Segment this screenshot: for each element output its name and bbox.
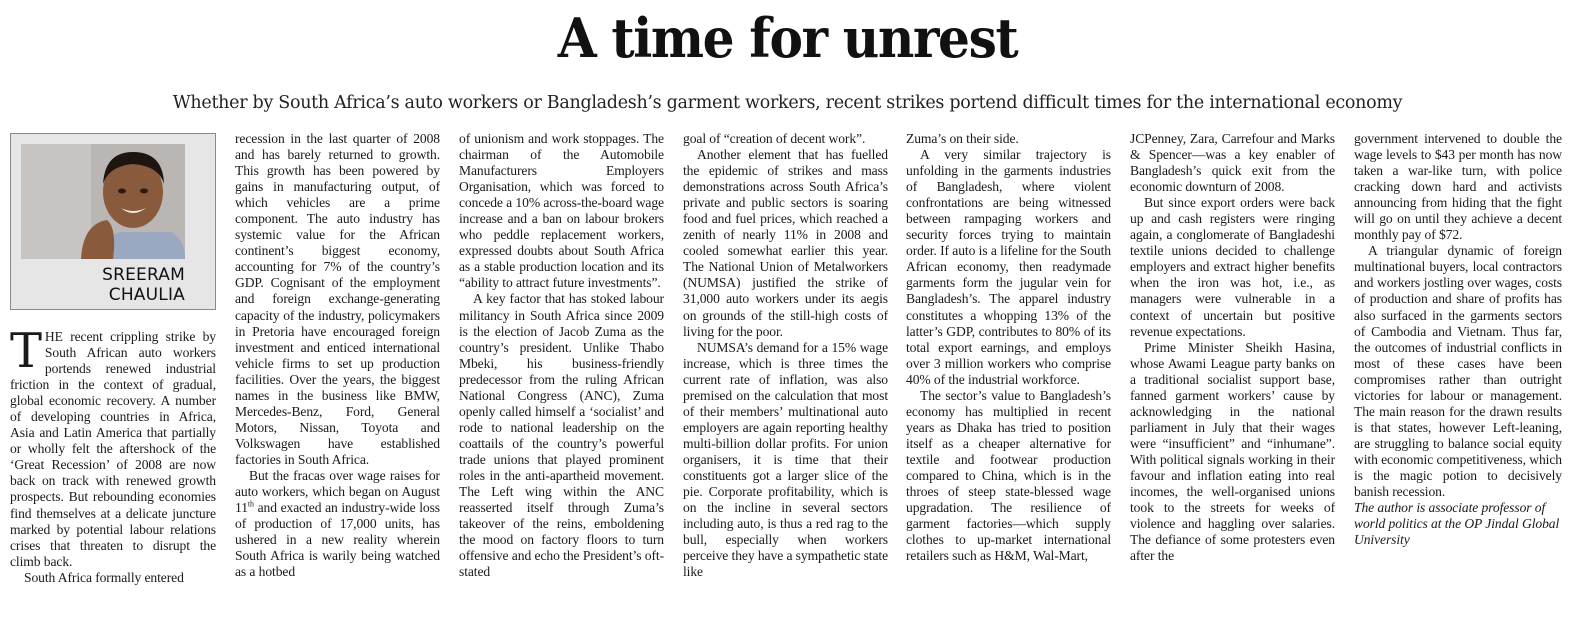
author-box	[10, 133, 216, 310]
paragraph: Another element that has fuelled the epidemic of strikes and mass demonstrations across South Africa’s private and public sectors is soaring food and fuel prices, which reached a zenith of nearly 11% in 2008 and cooled somewhat earlier this year. The National Union of Metalworkers (NUMSA) justified the strike of 31,000 auto workers under its aegis on grounds of the still-high costs of living for the poor.	[683, 147, 888, 339]
paragraph: South Africa formally entered	[24, 569, 184, 585]
paragraph: But since export orders were back up and cash registers were ringing again, a conglomerate of Bangladeshi textile unions decided to challenge employers and extract higher benefits when the iron was hot, i.e., as managers were vulnerable in a context of uncertain but positive revenue expectations.	[1130, 195, 1335, 339]
paragraph	[235, 468, 440, 580]
column-7	[1354, 131, 1562, 637]
standfirst: Whether by South Africa’s auto workers or Bangladesh’s garment workers, recent strikes portend difficult times for the international economy	[172, 93, 1403, 113]
paragraph: goal of “creation of decent work”.	[683, 131, 866, 146]
paragraph: government intervened to double the wage levels to $43 per month has now taken a war-like turn, with police cracking down hard and activists announcing from hiding that the fight will go on until they achieve a decent monthly pay of $72.	[1354, 131, 1562, 243]
paragraph: Zuma’s on their side.	[906, 131, 1019, 146]
paragraph: recession in the last quarter of 2008 and has barely returned to growth. This growth has been powered by gains in manufacturing output, of which vehicles are a prime component. The auto industry has systemic value for the African continent’s biggest economy, accounting for 7% of the country’s GDP. Cognisant of the employment and foreign exchange-generating capacity of the industry, policymakers in Pretoria have encouraged foreign investment and enticed international vehicle firms to set up production facilities. Over the years, the biggest names in the business like BMW, Mercedes-Benz, Ford, General Motors, Nissan, Toyota and Volkswagen have established factories in South Africa.	[235, 131, 440, 467]
column-6	[1130, 131, 1335, 637]
drop-cap: T	[10, 329, 42, 379]
paragraph-text: But the fracas over wage raises for auto workers, which began on August 11	[235, 467, 440, 516]
column-1	[10, 329, 216, 637]
paragraph: The sector’s value to Bangladesh’s economy has multiplied in recent years as Dhaka has tried to position itself as a cheaper alternative for textile and footwear production compared to China, which is in the throes of steep state-blessed wage upgradation. The resilience of garment factories—which supply clothes to up-market international retailers such as H&M, Wal-Mart,	[906, 387, 1111, 564]
paragraph: A very similar trajectory is unfolding in the garments industries of Bangladesh, where violent confrontations are being witnessed between rampaging workers and security forces trying to maintain order. If auto is a lifeline for the South African economy, then readymade garments form the jugular vein for Bangladesh’s. The apparel industry constitutes a whopping 13% of the latter’s GDP, contributes to 80% of its total export earnings, and employs over 3 million workers who comprise 40% of the industrial workforce.	[906, 147, 1111, 387]
paragraph: JCPenney, Zara, Carrefour and Marks & Spencer—was a key enabler of Bangladesh’s quick exit from the economic downturn of 2008.	[1130, 131, 1335, 195]
paragraph: NUMSA’s demand for a 15% wage increase, which is three times the current rate of inflation, was also premised on the calculation that most of their members’ multinational auto employers are again reporting healthy multi-billion dollar profits. For union organisers, it is time that their constituents got a larger slice of the pie. Corporate profitability, which is on the incline in several sectors including auto, is thus a red rag to the bull, especially when workers perceive they have a sympathetic state like	[683, 339, 888, 580]
paragraph: A triangular dynamic of foreign multinational buyers, local contractors and workers jostling over wages, costs of production and share of profits has also surfaced in the garments sectors of Cambodia and Vietnam. Thus far, the outcomes of industrial conflicts in most of these cases have been compromises rather than outright victories for labour or management. The main reason for the drawn results is that states, however Left-leaning, are struggling to balance social equity with economic competitiveness, which is the magic potion to decisively banish recession.	[1354, 243, 1562, 500]
paragraph-text: and exacted an industry-wide loss of production of 17,000 units, has ushered in a new reality wherein South Africa is warily being watched as a hotbed	[235, 500, 440, 580]
column-4	[683, 131, 888, 637]
author-first-name: SREERAM	[102, 265, 185, 285]
author-portrait-image	[21, 144, 185, 259]
column-5	[906, 131, 1111, 637]
lead-caps: HE	[44, 329, 63, 344]
column-3	[459, 131, 664, 637]
paragraph: A key factor that has stoked labour militancy in South Africa since 2009 is the election of Jacob Zuma as the country’s president. Unlike Thabo Mbeki, his business-friendly predecessor from the ruling African National Congress (ANC), Zuma openly called himself a ‘socialist’ and rode to national leadership on the coattails of the country’s powerful trade unions that played prominent roles in the anti-apartheid movement. The Left wing within the ANC reasserted itself through Zuma’s takeover of the reins, emboldening the mood on factory floors to turn offensive and echo the President’s oft-stated	[459, 291, 664, 580]
ordinal-suffix: th	[247, 499, 254, 509]
column-2	[235, 131, 440, 637]
paragraph: of unionism and work stoppages. The chairman of the Automobile Manufacturers Employers Organisation, which was forced to concede a 10% across-the-board wage increase and a ban on labour brokers who peddle replacement workers, expressed doubts about South Africa as a stable production location and its “ability to attract future investments”.	[459, 131, 664, 291]
lead-paragraph	[10, 329, 216, 570]
author-last-name: CHAULIA	[108, 285, 185, 305]
author-photo	[21, 144, 185, 259]
lead-text: recent crippling strike by South African auto workers portends renewed industrial friction in the context of gradual, global economic recovery. A number of developing countries in Africa, Asia and Latin America that partially or wholly felt the aftershock of the ‘Great Recession’ of 2008 are now back on track with renewed growth prospects. But rebounding economies find themselves at a delicate juncture marked by potential labour relations crises that threaten to disrupt the climb back.	[10, 329, 216, 569]
author-name	[102, 265, 185, 305]
author-note: The author is associate professor of world politics at the OP Jindal Global University	[1354, 500, 1560, 548]
headline: A time for unrest	[557, 6, 1018, 70]
paragraph: Prime Minister Sheikh Hasina, whose Awami League party banks on a traditional socialist support base, fanned garment workers’ cause by acknowledging in the national parliament in July that their wages were “insufficient” and “inhumane”. With political signals working in their favour and inflation eating into real incomes, the well-organised unions took to the streets for weeks of violence and haggling over salaries. The defiance of some protesters even after the	[1130, 339, 1335, 564]
